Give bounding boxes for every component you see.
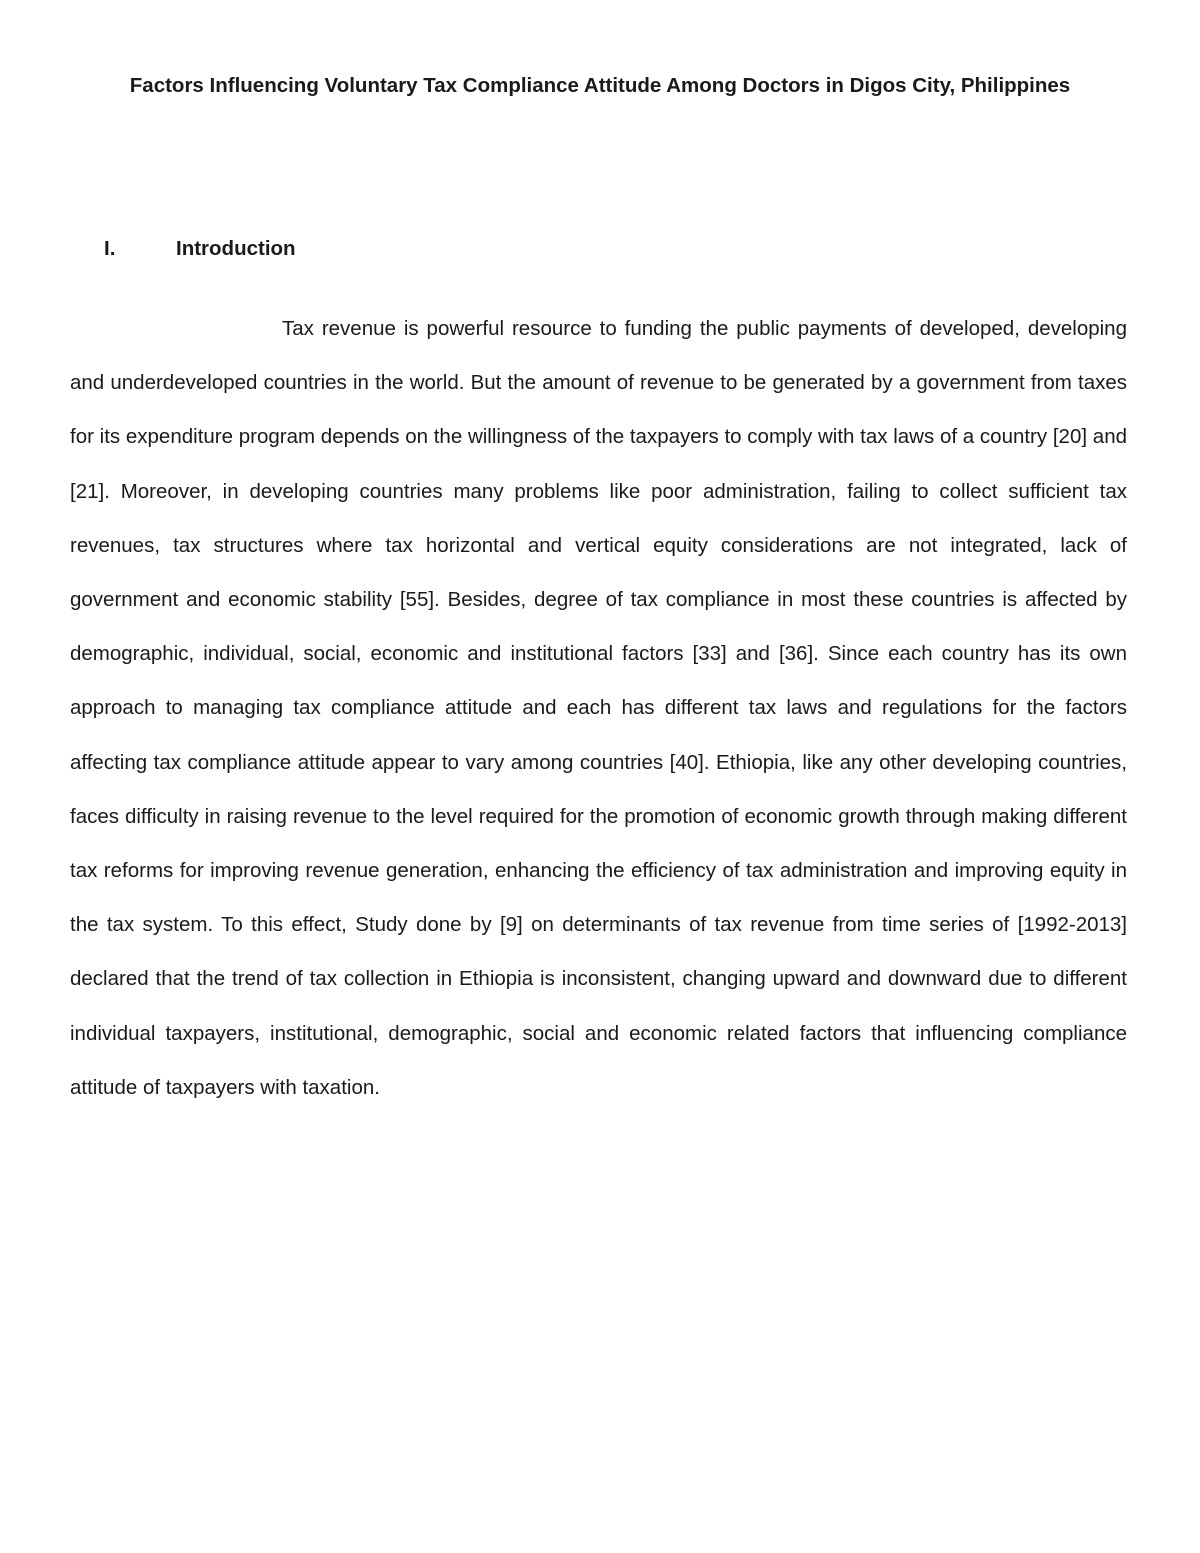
introduction-paragraph: Tax revenue is powerful resource to funding the public payments of developed, developing and underdeveloped countries in the world. But the amount of revenue to be generated by a government from taxes for its expenditure program depends on the willingness of the taxpayers to comply with tax laws of a country [20] and [21]. Moreover, in developing countries many problems like poor administration, failing to collect sufficient tax revenues, tax structures where tax horizontal and vertical equity considerations are not integrated, lack of government and economic stability [55]. Besides, degree of tax compliance in most these countries is affected by demographic, individual, social, economic and institutional factors [33] and [36]. Since each country has its own approach to managing tax compliance attitude and each has different tax laws and regulations for the factors affecting tax compliance attitude appear to vary among countries [40]. Ethiopia, like any other developing countries, faces difficulty in raising revenue to the level required for the promotion of economic growth through making different tax reforms for improving revenue generation, enhancing the efficiency of tax administration and improving equity in the tax system. To this effect, Study done by [9] on determinants of tax revenue from time series of [1992-2013] declared that the trend of tax collection in Ethiopia is inconsistent, changing upward and downward due to different individual taxpayers, institutional, demographic, social and economic related factors that influencing compliance attitude of taxpayers with taxation. xyxy=(70,317,1127,1099)
section-number: I. xyxy=(104,237,116,260)
section-title: Introduction xyxy=(176,237,296,260)
section-heading xyxy=(104,234,296,264)
document-title: Factors Influencing Voluntary Tax Compliance Attitude Among Doctors in Digos City, Philippines xyxy=(129,74,1071,97)
